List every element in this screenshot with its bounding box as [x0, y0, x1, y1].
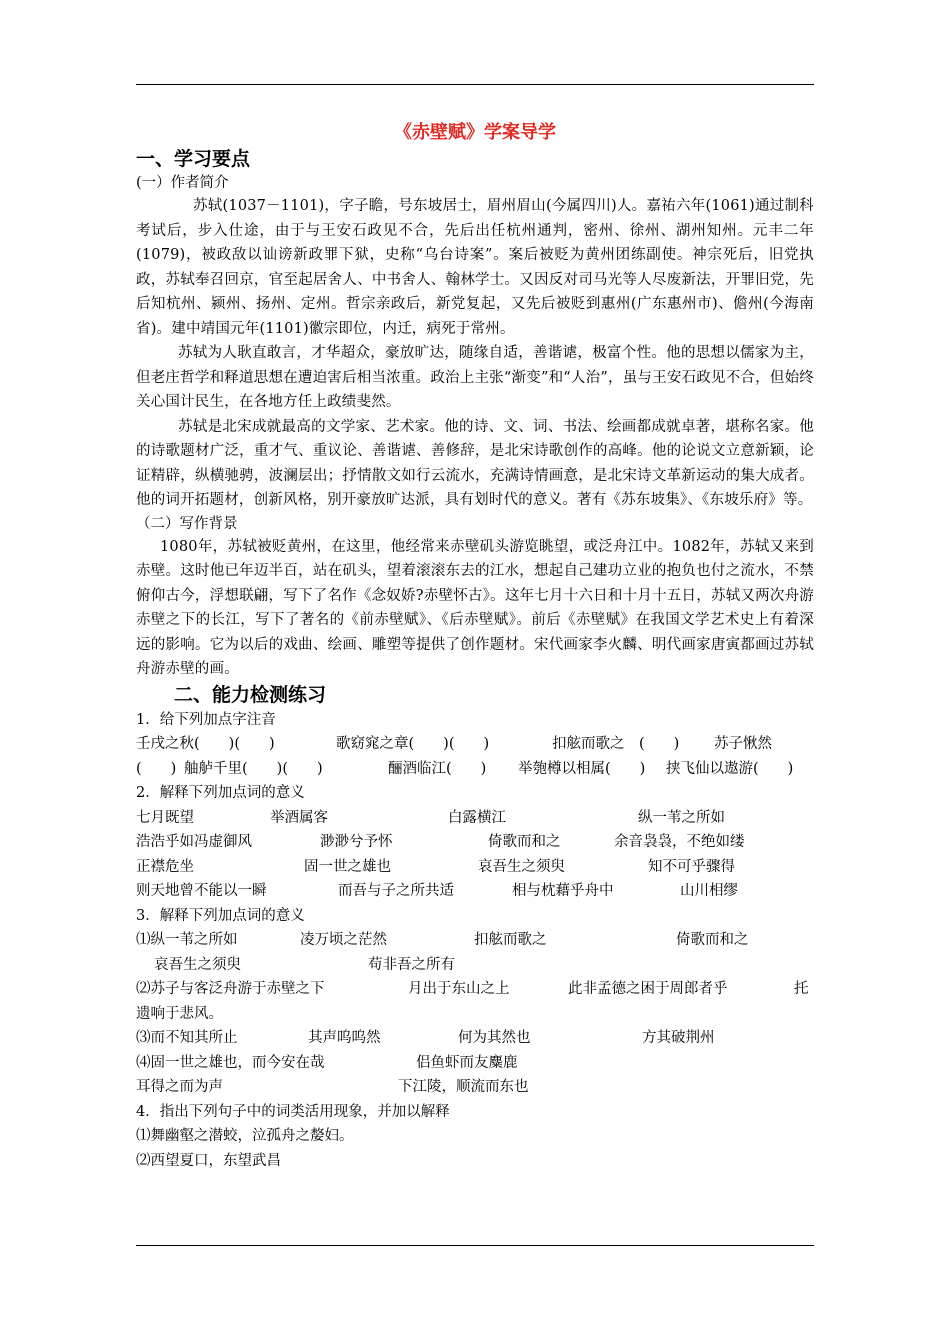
- question-1-prompt: 1．给下列加点字注音: [136, 711, 276, 728]
- section1-heading: 一、学习要点: [136, 148, 251, 170]
- author-heading: (一）作者简介: [136, 175, 229, 191]
- q3-item: 倚歌而和之: [676, 932, 749, 948]
- q2-item: 山川相缪: [680, 883, 738, 899]
- q1-item: 壬戌之秋( )( ): [136, 736, 275, 752]
- q2-item: 举酒属客: [270, 809, 328, 826]
- q3-item: 下江陵，顺流而东也: [398, 1079, 529, 1095]
- question-1-row-2: [136, 757, 814, 782]
- question-3-prompt: 3．解释下列加点词的意义: [136, 907, 305, 924]
- question-2-row: [136, 806, 814, 831]
- q3-item: 托: [794, 981, 809, 997]
- question-3-row: [136, 928, 814, 953]
- q2-item: 正襟危坐: [136, 858, 194, 875]
- question-2-prompt: 2．解释下列加点词的意义: [136, 785, 305, 801]
- q2-item: 知不可乎骤得: [648, 858, 735, 875]
- q2-item: 倚歌而和之: [488, 834, 561, 850]
- question-3-row: [136, 1075, 814, 1100]
- q3-item: 凌万顷之茫然: [300, 932, 387, 948]
- q2-item: 相与枕藉乎舟中: [512, 883, 614, 899]
- question-3-row: [136, 977, 814, 1002]
- q3-item: ⑴纵一苇之所如: [136, 932, 238, 948]
- q1-item: 酾酒临江( ): [388, 760, 487, 777]
- q1-item: ( ): [136, 760, 177, 777]
- question-3-row: [136, 953, 814, 978]
- question-3-row: [136, 1026, 814, 1051]
- author-paragraph-3: 苏轼是北宋成就最高的文学家、艺术家。他的诗、文、词、书法、绘画都成就卓著，堪称名家。他的诗歌题材广泛，重才气、重议论、善谐谑、善修辞，是北宋诗歌创作的高峰。他的论说文立意新颖，论证精辟，纵横驰骋，波澜层出；抒情散文如行云流水，充满诗情画意，是北宋诗文革新运动的集大成者。他的词开拓题材，创新风格，别开豪放旷达派，具有划时代的意义。著有《苏东坡集》、《东坡乐府》等。: [136, 418, 814, 508]
- background-heading: （二）写作背景: [136, 515, 238, 532]
- question-4-item-2: ⑵西望夏口，东望武昌: [136, 1152, 281, 1169]
- q1-item: 歌窈窕之章( )( ): [336, 736, 490, 752]
- document-body: [136, 120, 814, 1173]
- q3-item: ⑵苏子与客泛舟游于赤壁之下: [136, 981, 325, 997]
- question-3-row: [136, 1002, 814, 1027]
- q3-item: 耳得之而为声: [136, 1079, 223, 1095]
- author-paragraph-2: 苏轼为人耿直敢言，才华超众，豪放旷达，随缘自适，善谐谑，极富个性。他的思想以儒家为主，但老庄哲学和释道思想在遭迫害后相当浓重。政治上主张“渐变”和“人治”，虽与王安石政见不合，但始终关心国计民生，在各地方任上政绩斐然。: [136, 345, 814, 410]
- q1-item: 举匏樽以相属( ): [518, 760, 646, 777]
- question-3-row: [136, 1051, 814, 1076]
- document-title: 《赤壁赋》学案导学: [394, 122, 556, 143]
- q3-item: 方其破荆州: [642, 1030, 715, 1046]
- q2-item: 渺渺兮予怀: [320, 834, 393, 850]
- q2-item: 纵一苇之所如: [638, 809, 725, 826]
- q1-item: 挟飞仙以遨游( ): [666, 760, 794, 777]
- q3-item: 此非孟德之困于周郎者乎: [568, 981, 728, 997]
- question-4-item-1: ⑴舞幽壑之潜蛟，泣孤舟之嫠妇。: [136, 1128, 354, 1144]
- q2-item: 浩浩乎如冯虚御风: [136, 834, 252, 850]
- q3-item: 哀吾生之须臾: [154, 956, 241, 973]
- q3-item: ⑶而不知其所止: [136, 1030, 238, 1046]
- section2-heading: 二、能力检测练习: [174, 683, 327, 706]
- q2-item: 而吾与子之所共适: [338, 883, 454, 899]
- q2-item: 余音袅袅，不绝如缕: [614, 834, 745, 850]
- question-4-prompt: 4．指出下列句子中的词类活用现象，并加以解释: [136, 1103, 450, 1120]
- background-paragraph: 1080年，苏轼被贬黄州，在这里，他经常来赤壁矶头游览眺望，或泛舟江中。1082年，苏轼又来到赤壁。这时他已年迈半百，站在矶头，望着滚滚东去的江水，想起自己建功立业的抱负也付之流水，不禁俯仰古今，浮想联翩，写下了名作《念奴娇?赤壁怀古》。这年七月十六日和十月十五日，苏轼又两次舟游赤壁之下的长江，写下了著名的《前赤壁赋》、《后赤壁赋》。前后《赤壁赋》在我国文学艺术史上有着深远的影响。它为以后的戏曲、绘画、雕塑等提供了创作题材。宋代画家李火麟、明代画家唐寅都画过苏轼舟游赤壁的画。: [136, 538, 814, 677]
- q2-item: 固一世之雄也: [304, 858, 391, 875]
- q3-item: 月出于东山之上: [408, 981, 510, 997]
- question-1-row-1: [136, 732, 814, 757]
- header-rule: [136, 84, 814, 85]
- author-paragraph-1: 苏轼(1037－1101)，字子瞻，号东坡居士，眉州眉山(今属四川)人。嘉祐六年(1061)通过制科考试后，步入仕途，由于与王安石政见不合，先后出任杭州通判，密州、徐州、湖州知州。元丰二年(1079)，被政敌以讪谤新政罪下狱，史称“乌台诗案”。案后被贬为黄州团练副使。神宗死后，旧党执政，苏轼奉召回京，官至起居舍人、中书舍人、翰林学士。又因反对司马光等人尽废新法，开罪旧党，先后知杭州、颍州、扬州、定州。哲宗亲政后，新党复起，又先后被贬到惠州(广东惠州市)、儋州(今海南省)。建中靖国元年(1101)徽宗即位，内迁，病死于常州。: [136, 198, 814, 337]
- q3-item: 苟非吾之所有: [368, 956, 455, 973]
- q1-item: 扣舷而歌之 ( ): [552, 736, 680, 752]
- q2-item: 七月既望: [136, 809, 194, 826]
- q3-item: 遗响于悲风。: [136, 1005, 223, 1022]
- q3-item: 何为其然也: [458, 1030, 531, 1046]
- q1-item: 舳舻千里( )( ): [184, 760, 323, 777]
- question-2-row: [136, 830, 814, 855]
- q3-item: 扣舷而歌之: [474, 932, 547, 948]
- question-2-row: [136, 879, 814, 904]
- q2-item: 则天地曾不能以一瞬: [136, 883, 267, 899]
- q2-item: 白露横江: [448, 809, 506, 826]
- q3-item: ⑷固一世之雄也，而今安在哉: [136, 1054, 325, 1071]
- q1-item: 苏子愀然: [714, 736, 772, 752]
- q3-item: 侣鱼虾而友麋鹿: [416, 1054, 518, 1071]
- question-2-row: [136, 855, 814, 880]
- q3-item: 其声呜呜然: [308, 1030, 381, 1046]
- q2-item: 哀吾生之须臾: [478, 858, 565, 875]
- footer-rule: [136, 1245, 814, 1246]
